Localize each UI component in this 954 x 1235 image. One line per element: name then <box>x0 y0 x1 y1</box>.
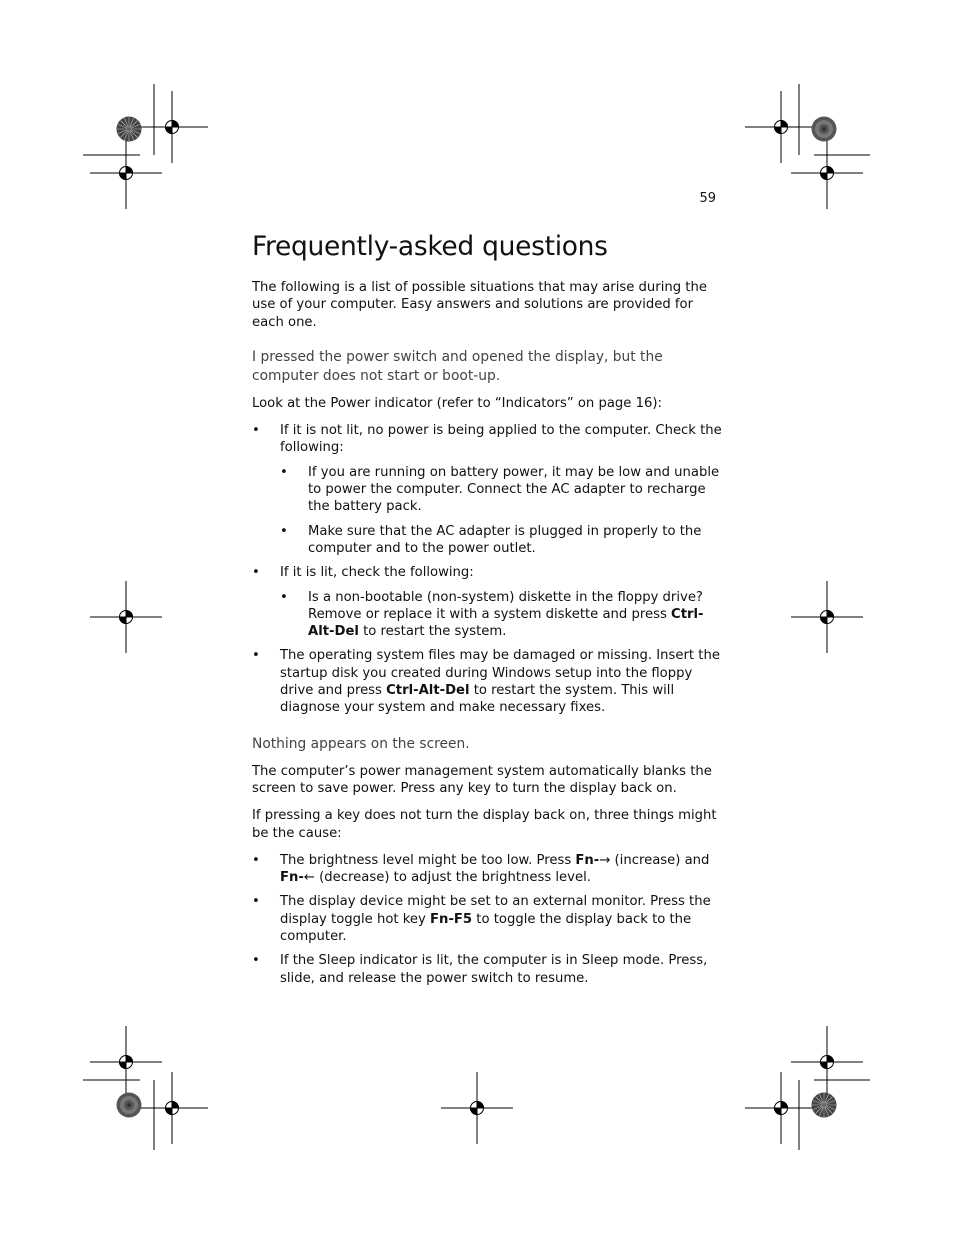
bullet-list <box>252 852 722 987</box>
list-item-text: The operating system files may be damaged or missing. Insert the startup disk you created during Windows setup into the floppy drive and press <box>280 648 720 699</box>
list-item-text: The display device might be set to an external monitor. Press the display toggle hot key <box>280 894 711 927</box>
left-arrow-icon: ← <box>303 870 315 886</box>
page-number: 59 <box>699 191 716 206</box>
key-combination: Ctrl-Alt-Del <box>308 606 704 640</box>
page-title: Frequently-asked questions <box>252 231 608 262</box>
bullet-marker: • <box>252 953 260 969</box>
bullet-marker: • <box>280 464 288 480</box>
right-arrow-icon: → <box>599 852 611 868</box>
intro-paragraph: The following is a list of possible situations that may arise during the use of your computer. Easy answers and solutions are provided for each one. <box>252 280 707 330</box>
key-combination: Fn-F5 <box>430 911 473 927</box>
sub-bullet-list <box>280 464 722 557</box>
paragraph: If pressing a key does not turn the display back on, three things might be the cause: <box>252 808 717 841</box>
sub-list-item <box>280 464 722 516</box>
bullet-marker: • <box>252 565 260 581</box>
list-item-text: Is a non-bootable (non-system) diskette in the floppy drive? Remove or replace it with a system diskette and press <box>308 589 703 622</box>
list-item-text: If it is not lit, no power is being applied to the computer. Check the following: <box>280 423 722 456</box>
faq-section <box>252 228 722 994</box>
bullet-marker: • <box>252 852 260 868</box>
list-item <box>252 852 722 887</box>
bullet-marker: • <box>252 648 260 664</box>
list-item-text: The brightness level might be too low. Press <box>280 852 576 868</box>
sub-list-item <box>280 523 722 558</box>
list-item-text: If you are running on battery power, it may be low and unable to power the computer. Connect the AC adapter to recharge the battery pack. <box>308 464 720 515</box>
list-item-text: Make sure that the AC adapter is plugged in properly to the computer and to the power outlet. <box>308 523 702 556</box>
key-combination: Ctrl-Alt-Del <box>386 683 470 699</box>
sub-list-item <box>280 589 722 641</box>
bullet-marker: • <box>280 523 288 539</box>
key-combination: Fn- <box>280 870 304 886</box>
list-item <box>252 564 722 640</box>
bullet-marker: • <box>252 894 260 910</box>
list-item-text: to toggle the display back to the computer. <box>280 911 692 945</box>
bullet-marker: • <box>280 589 288 605</box>
question-heading: I pressed the power switch and opened the display, but the computer does not start or boot-up. <box>252 348 663 384</box>
bullet-list <box>252 422 722 716</box>
question-lead-paragraph: Look at the Power indicator (refer to “Indicators” on page 16): <box>252 395 662 411</box>
list-item-text: (decrease) to adjust the brightness level. <box>314 870 591 886</box>
key-combination: Fn- <box>575 852 600 868</box>
list-item <box>252 647 722 716</box>
list-item-text: If it is lit, check the following: <box>280 565 474 581</box>
paragraph: The computer’s power management system automatically blanks the screen to save power. Press any key to turn the display back on. <box>252 763 712 796</box>
sub-bullet-list <box>280 589 722 641</box>
bullet-marker: • <box>252 423 260 439</box>
list-item-text: to restart the system. This will diagnose your system and make necessary fixes. <box>280 683 675 716</box>
list-item <box>252 422 722 557</box>
list-item <box>252 893 722 945</box>
list-item-text: (increase) and <box>610 852 710 868</box>
list-item-text: to restart the system. <box>358 624 507 640</box>
question-heading: Nothing appears on the screen. <box>252 735 470 752</box>
list-item-text: If the Sleep indicator is lit, the computer is in Sleep mode. Press, slide, and release the power switch to resume. <box>280 953 708 986</box>
list-item <box>252 952 722 987</box>
